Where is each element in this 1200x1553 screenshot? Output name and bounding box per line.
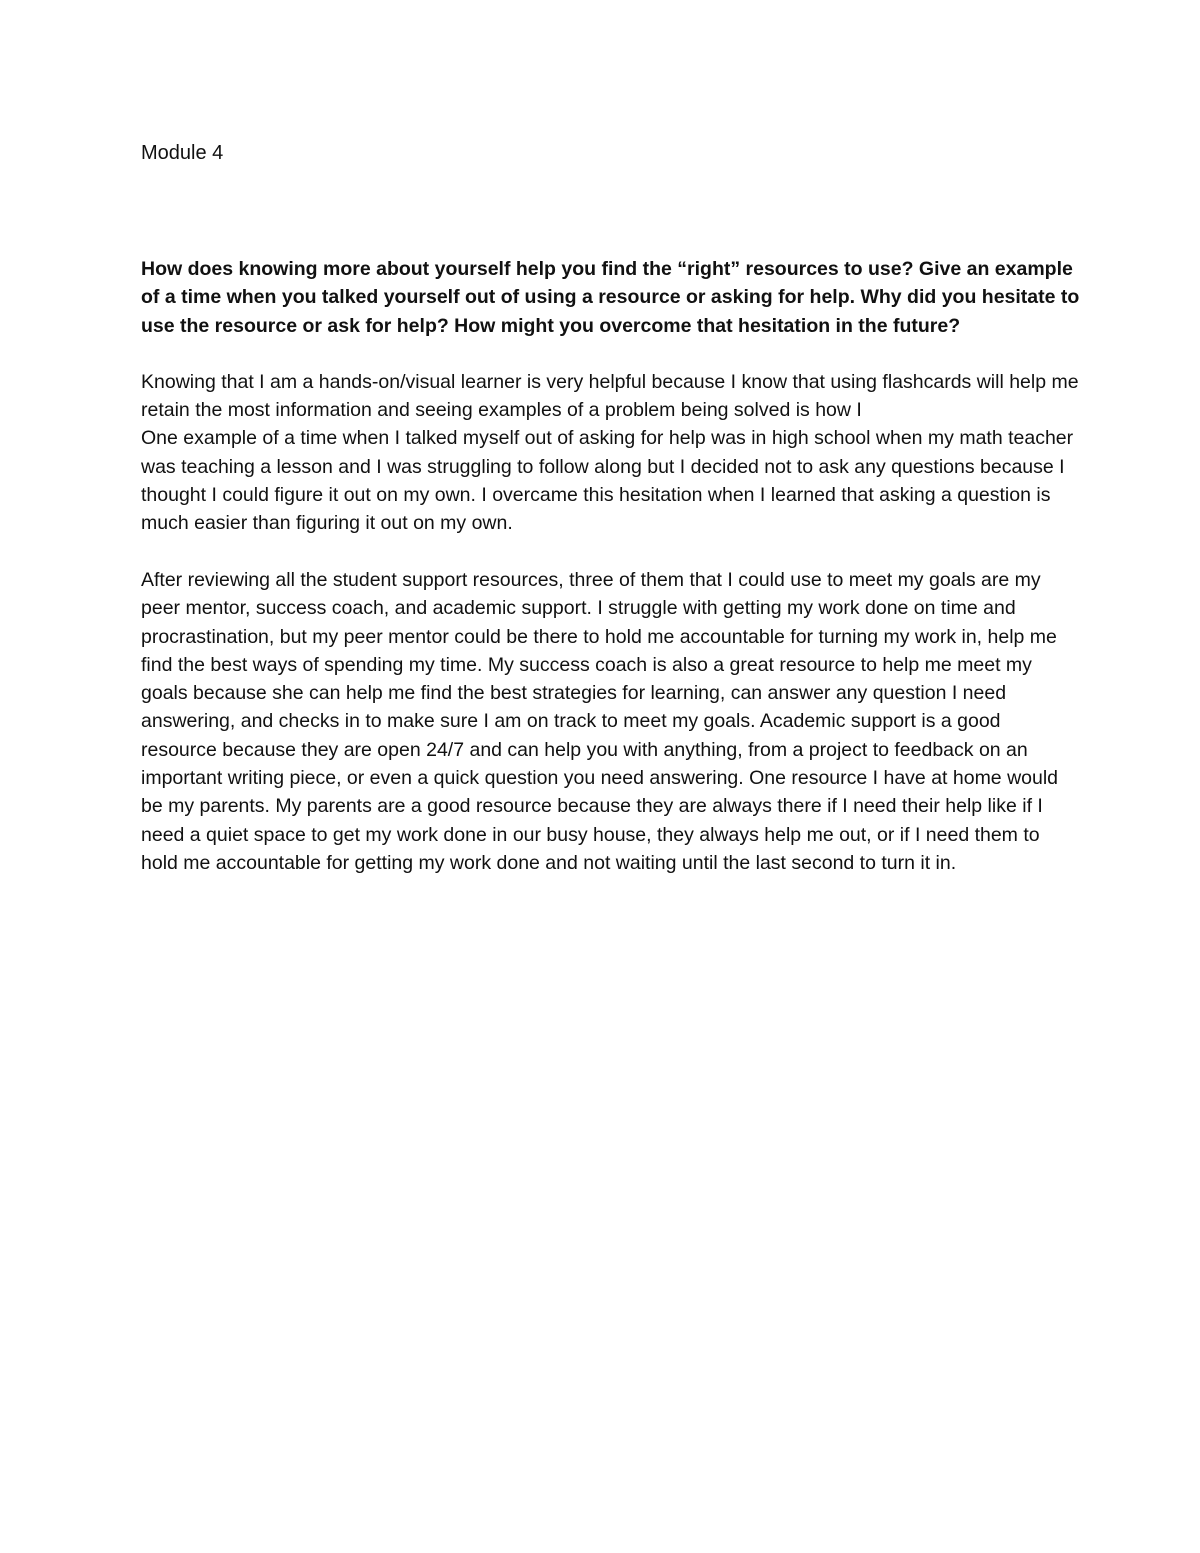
answer-body	[141, 368, 1081, 877]
answer-paragraph-support-resources: After reviewing all the student support resources, three of them that I could use to meet my goals are my peer mentor, success coach, and academic support. I struggle with getting my work done on time and procrastination, but my peer mentor could be there to hold me accountable for turning my work in, help me find the best ways of spending my time. My success coach is also a great resource to help me meet my goals because she can help me find the best strategies for learning, can answer any question I need answering, and checks in to make sure I am on track to meet my goals. Academic support is a good resource because they are open 24/7 and can help you with anything, from a project to feedback on an important writing piece, or even a quick question you need answering. One resource I have at home would be my parents. My parents are a good resource because they are always there if I need their help like if I need a quiet space to get my work done in our busy house, they always help me out, or if I need them to hold me accountable for getting my work done and not waiting until the last second to turn it in.	[141, 568, 1059, 874]
module-title: Module 4	[141, 142, 224, 164]
answer-paragraph-hesitation-example: One example of a time when I talked myself out of asking for help was in high school when my math teacher was teaching a lesson and I was struggling to follow along but I decided not to ask any questions because I thought I could figure it out on my own. I overcame this hesitation when I learned that asking a question is much easier than figuring it out on my own.	[141, 427, 1074, 535]
assignment-question: How does knowing more about yourself help you find the “right” resources to use? Give an example of a time when you talked yourself out of using a resource or asking for help. Why did you hesitate to use the resource or ask for help? How might you overcome that hesitation in the future?	[141, 258, 1080, 337]
document-content	[141, 139, 1081, 877]
paragraph-spacer	[141, 538, 1081, 566]
answer-paragraph-learning-style: Knowing that I am a hands-on/visual learner is very helpful because I know that using flashcards will help me retain the most information and seeing examples of a problem being solved is how I	[141, 370, 1079, 422]
